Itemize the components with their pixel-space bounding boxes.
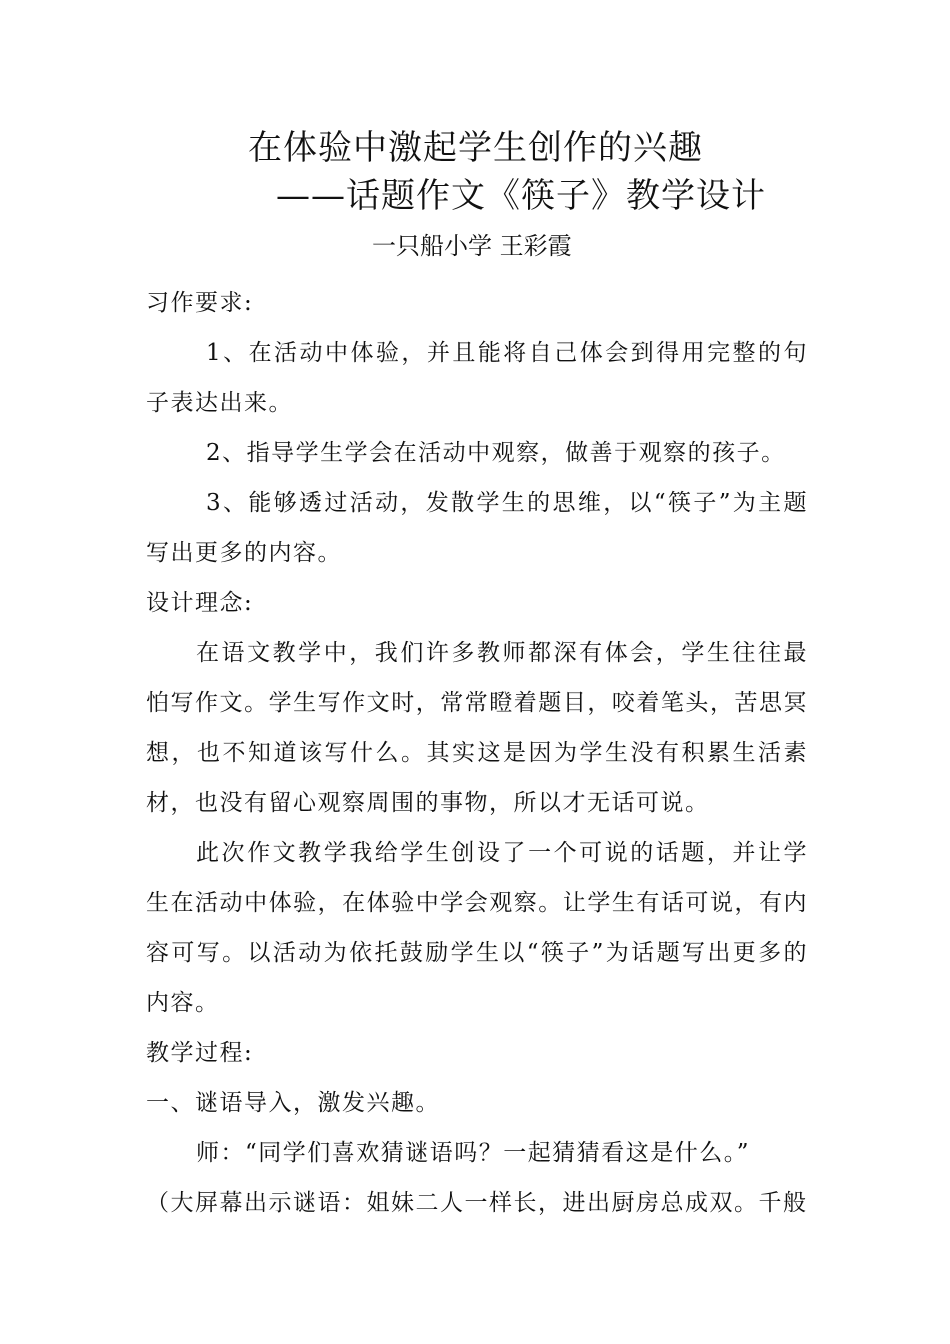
concept-heading: 设计理念:: [146, 590, 254, 616]
concept-paragraph-1: 在语文教学中，我们许多教师都深有体会，学生往往最怕写作文。学生写作文时，常常瞪着题目，咬着笔头，苦思冥想，也不知道该写什么。其实这是因为学生没有积累生活素材，也没有留心观察周围的事物，所以才无话可说。: [146, 640, 808, 816]
document-body: [146, 278, 808, 1228]
requirement-item-2: 2、指导学生学会在活动中观察，做善于观察的孩子。: [206, 440, 786, 466]
author-line: 一只船小学 王彩霞: [372, 232, 572, 260]
requirement-item-1: 1、在活动中体验，并且能将自己体会到得用完整的句子表达出来。: [146, 340, 808, 416]
step1-note: （大屏幕出示谜语：姐妹二人一样长，进出厨房总成双。千般: [146, 1190, 808, 1216]
document-title: 在体验中激起学生创作的兴趣: [248, 128, 703, 168]
process-heading: 教学过程:: [146, 1040, 254, 1066]
step1-heading: 一、谜语导入，激发兴趣。: [146, 1090, 440, 1116]
step1-dialogue: 师：“同学们喜欢猜谜语吗？一起猜猜看这是什么。”: [196, 1140, 751, 1166]
concept-paragraph-2: 此次作文教学我给学生创设了一个可说的话题，并让学生在活动中体验，在体验中学会观察。让学生有话可说，有内容可写。以活动为依托鼓励学生以“筷子”为话题写出更多的内容。: [146, 840, 808, 1016]
requirements-heading: 习作要求:: [146, 290, 254, 316]
document-subtitle: ——话题作文《筷子》教学设计: [276, 176, 766, 216]
requirement-item-3: 3、能够透过活动，发散学生的思维，以“筷子”为主题写出更多的内容。: [146, 490, 808, 566]
